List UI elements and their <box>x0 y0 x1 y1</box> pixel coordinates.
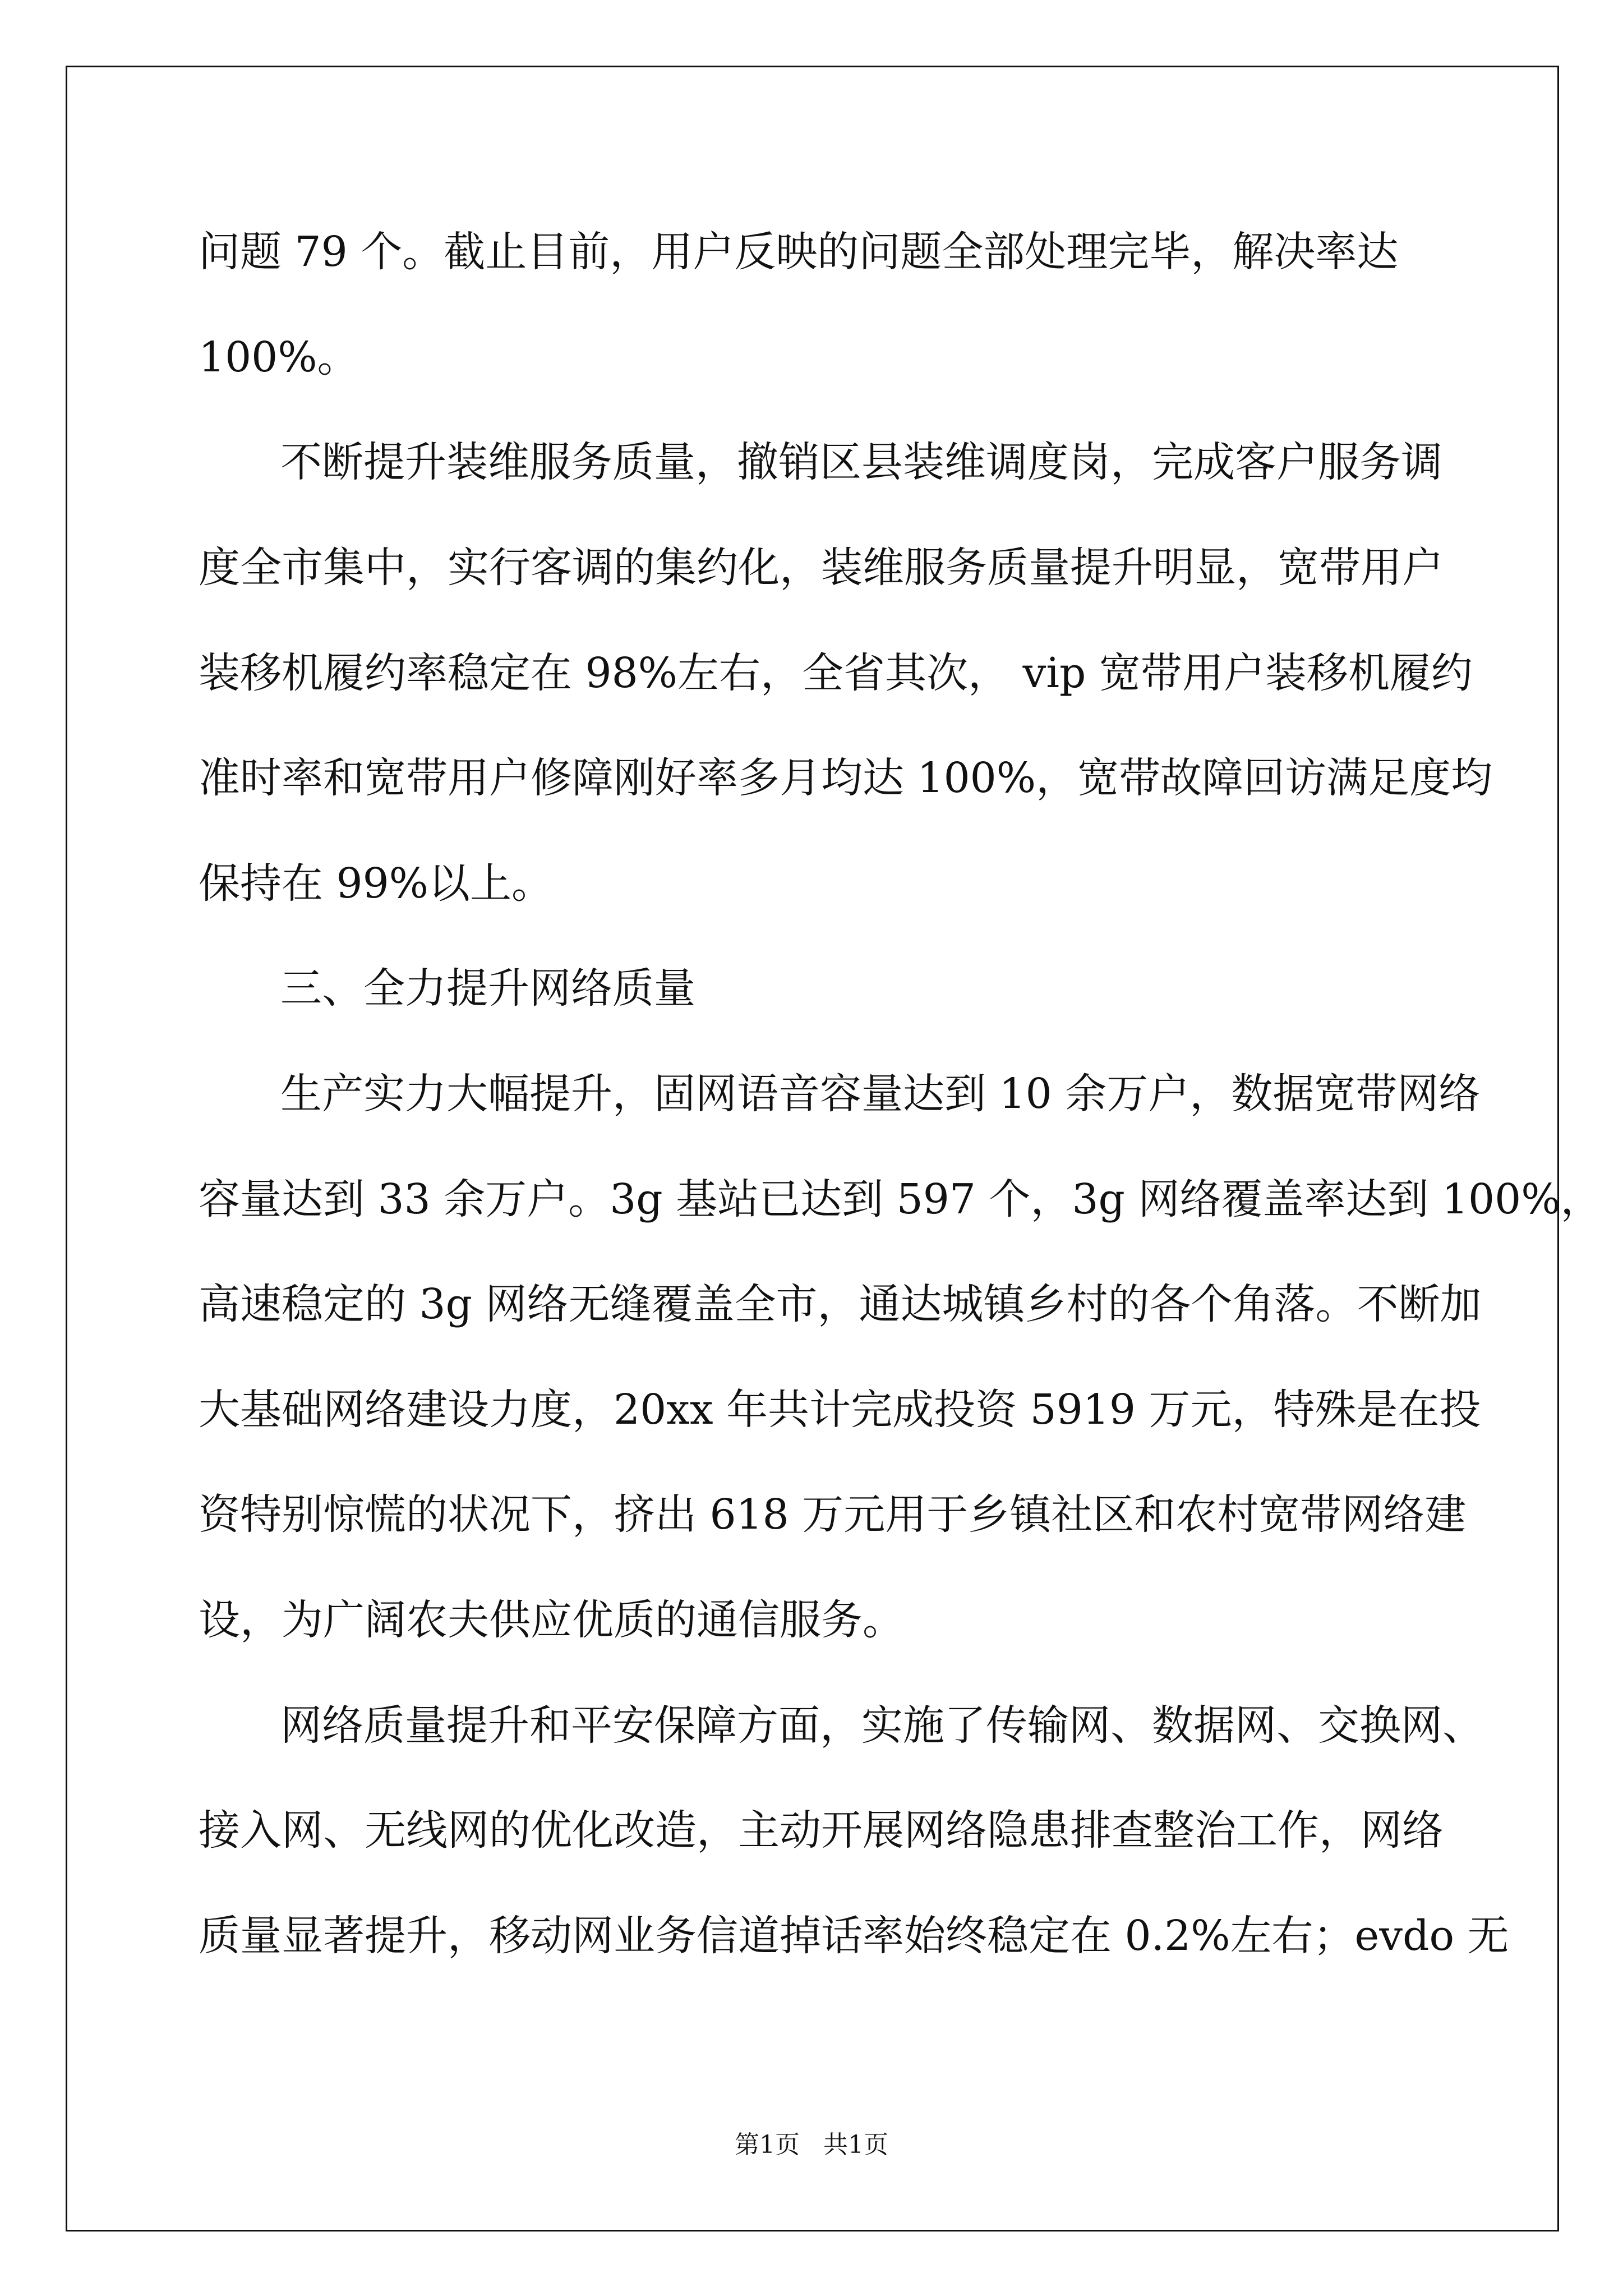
text-line: 网络质量提升和平安保障方面，实施了传输网、数据网、交换网、 <box>280 1701 1484 1750</box>
text-line: 大基础网络建设力度，20xx 年共计完成投资 5919 万元，特殊是在投 <box>199 1386 1481 1434</box>
text-line: 准时率和宽带用户修障刚好率多月均达 100%，宽带故障回访满足度均 <box>199 754 1493 802</box>
text-line: 设，为广阔农夫供应优质的通信服务。 <box>199 1596 904 1644</box>
text-line: 装移机履约率稳定在 98%左右，全省其次， vip 宽带用户装移机履约 <box>199 649 1473 697</box>
text-line: 不断提升装维服务质量，撤销区县装维调度岗，完成客户服务调 <box>280 438 1442 486</box>
text-line: 生产实力大幅提升，固网语音容量达到 10 余万户，数据宽带网络 <box>280 1070 1481 1118</box>
page-border <box>66 66 1559 2231</box>
text-line: 容量达到 33 余万户。3g 基站已达到 597 个，3g 网络覆盖率达到 100%， <box>199 1175 1602 1223</box>
text-line: 保持在 99%以上。 <box>199 859 553 908</box>
text-line: 资特别惊慌的状况下，挤出 618 万元用于乡镇社区和农村宽带网络建 <box>199 1490 1467 1539</box>
text-line: 100%。 <box>199 333 359 381</box>
text-line: 高速稳定的 3g 网络无缝覆盖全市，通达城镇乡村的各个角落。不断加 <box>199 1280 1482 1328</box>
text-line: 度全市集中，实行客调的集约化，装维服务质量提升明显，宽带用户 <box>199 544 1444 592</box>
text-line: 接入网、无线网的优化改造，主动开展网络隐患排查整治工作，网络 <box>199 1806 1444 1855</box>
text-line: 问题 79 个。截止目前，用户反映的问题全部处理完毕，解决率达 <box>199 228 1399 276</box>
page-footer: 第1页 共1页 <box>735 2131 888 2159</box>
section-heading: 三、全力提升网络质量 <box>280 964 695 1013</box>
text-line: 质量显著提升，移动网业务信道掉话率始终稳定在 0.2%左右；evdo 无 <box>199 1912 1509 1960</box>
